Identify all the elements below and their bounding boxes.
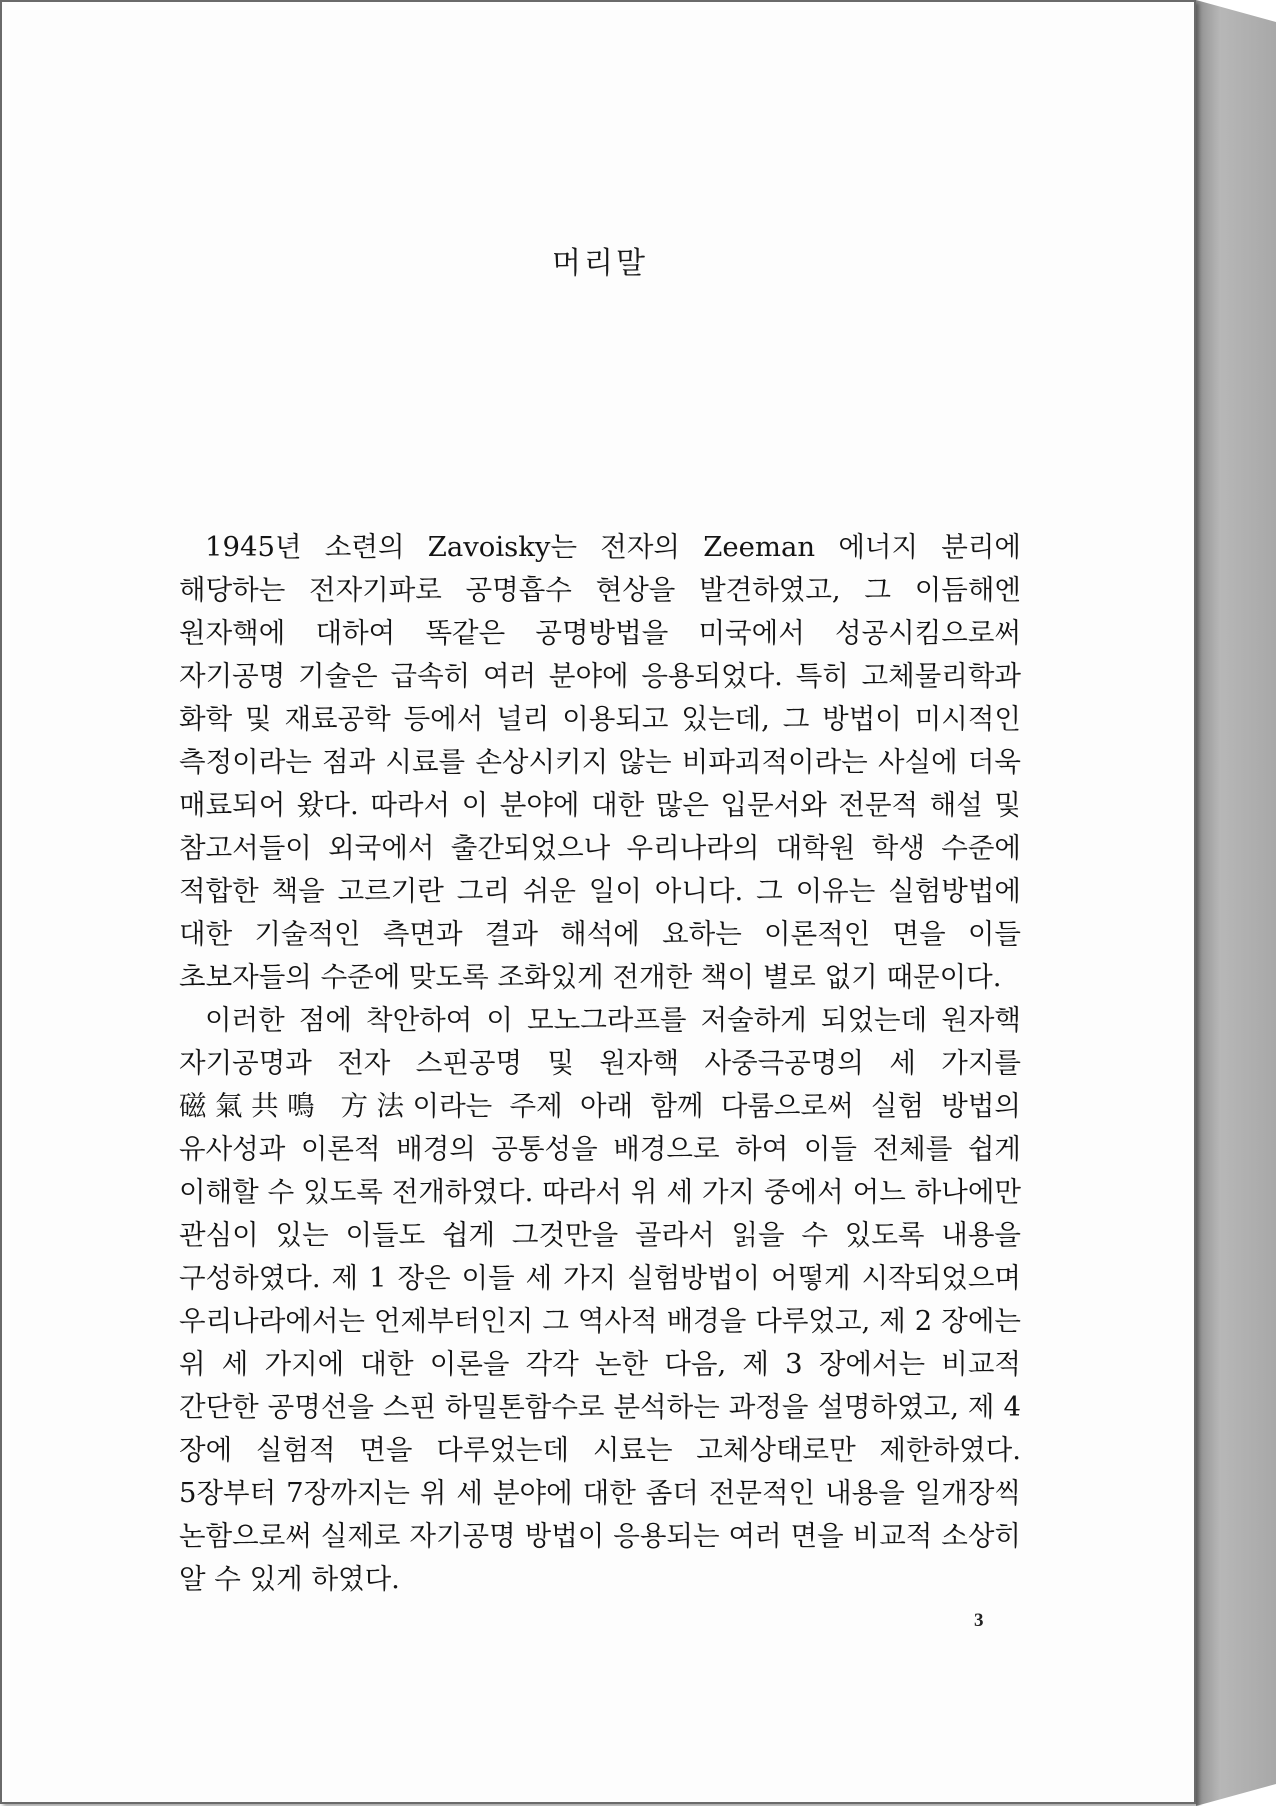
paragraph-2: 이러한 점에 착안하여 이 모노그라프를 저술하게 되었는데 원자핵 자기공명과 전자 스핀공명 및 원자핵 사중극공명의 세 가지를 磁氣共鳴 方法이라는 주제 아래 함께 다룸으로써 실험 방법의 유사성과 이론적 배경의 공통성을 배경으로 하여 이들 전체를 쉽게 이해할 수 있도록 전개하였다. 따라서 위 세 가지 중에서 어느 하나에만 관심이 있는 이들도 쉽게 그것만을 골라서 읽을 수 있도록 내용을 구성하였다. 제 1 장은 이들 세 가지 실험방법이 어떻게 시작되었으며 우리나라에서는 언제부터인지 그 역사적 배경을 다루었고, 제 2 장에는 위 세 가지에 대한 이론을 각각 논한 다음, 제 3 장에서는 비교적 간단한 공명선을 스핀 하밀톤함수로 분석하는 과정을 설명하였고, 제 4 장에 실험적 면을 다루었는데 시료는 고체상태로만 제한하였다. 5장부터 7장까지는 위 세 분야에 대한 좀더 전문적인 내용을 일개장씩 논함으로써 실제로 자기공명 방법이 응용되는 여러 면을 비교적 소상히 알 수 있게 하였다. [179, 1004, 1021, 1595]
paragraph-1: 1945년 소련의 Zavoisky는 전자의 Zeeman 에너지 분리에 해당하는 전자기파로 공명흡수 현상을 발견하였고, 그 이듬해엔 원자핵에 대하여 똑같은 공명방법을 미국에서 성공시킴으로써 자기공명 기술은 급속히 여러 분야에 응용되었다. 특히 고체물리학과 화학 및 재료공학 등에서 널리 이용되고 있는데, 그 방법이 미시적인 측정이라는 점과 시료를 손상시키지 않는 비파괴적이라는 사실에 더욱 매료되어 왔다. 따라서 이 분야에 대한 많은 입문서와 전문적 해설 및 참고서들이 외국에서 출간되었으나 우리나라의 대학원 학생 수준에 적합한 책을 고르기란 그리 쉬운 일이 아니다. 그 이유는 실험방법에 대한 기술적인 측면과 결과 해석에 요하는 이론적인 면을 이들 초보자들의 수준에 맞도록 조화있게 전개한 책이 별로 없기 때문이다. [179, 531, 1021, 993]
book-side-edge [1196, 0, 1276, 1806]
page-title: 머리말 [552, 246, 648, 281]
page-number: 3 [974, 1610, 984, 1631]
preface-body [179, 526, 1021, 1601]
